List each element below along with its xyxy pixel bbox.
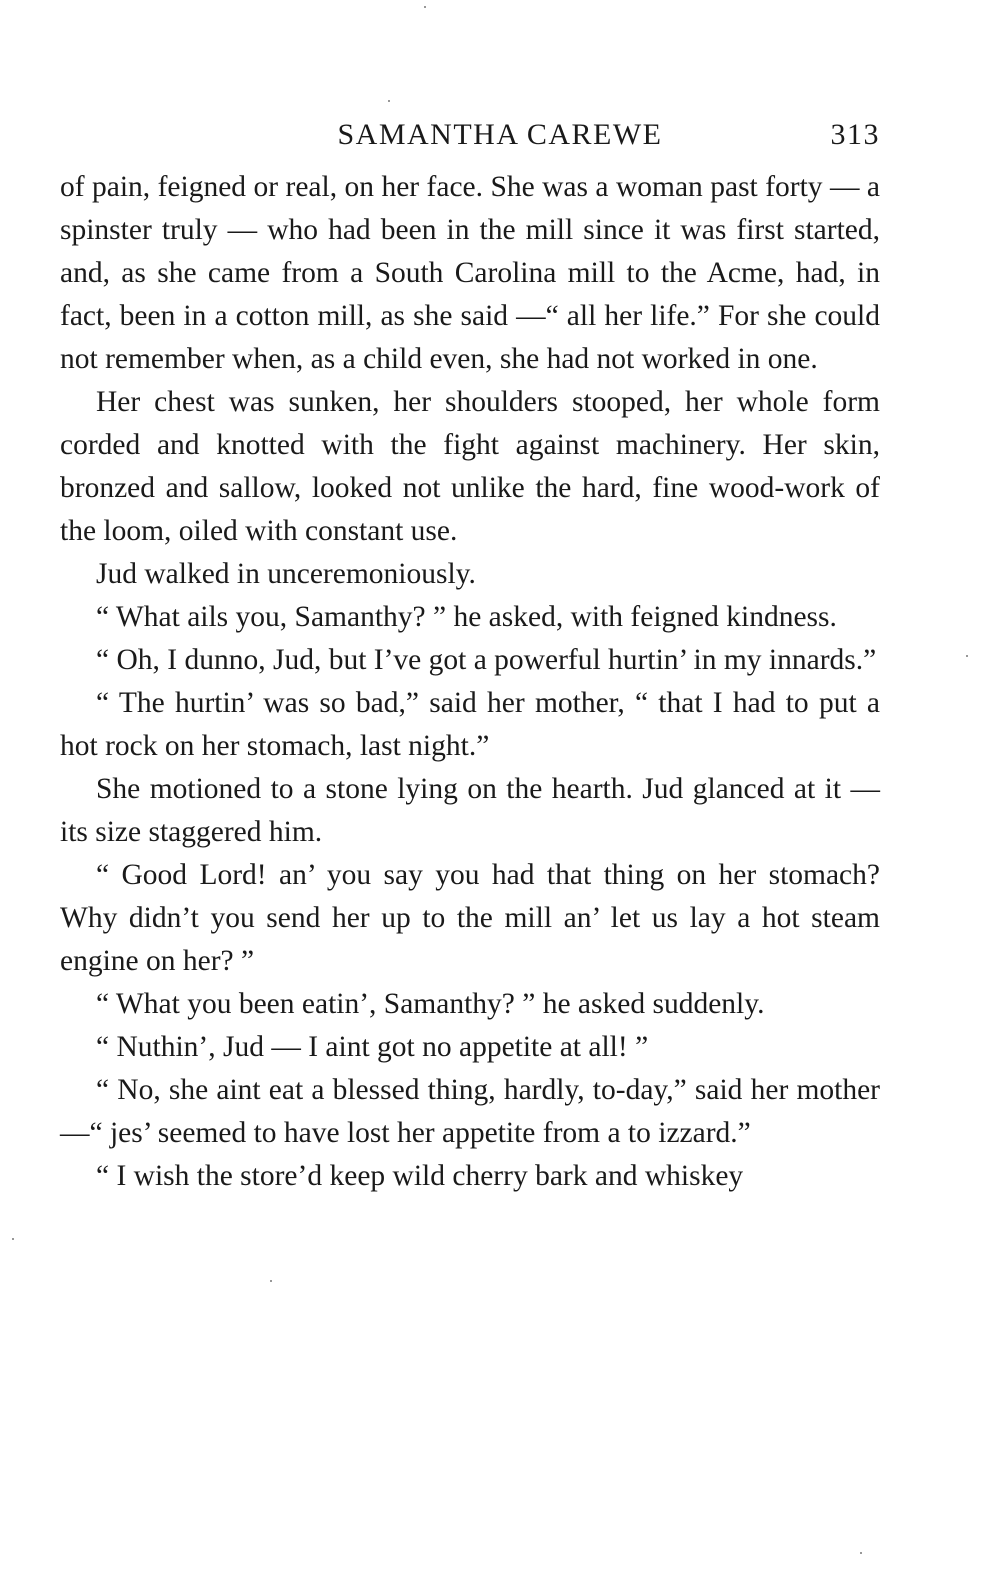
paragraph: “ What you been eatin’, Samanthy? ” he asked suddenly.	[96, 988, 765, 1020]
scan-speck	[424, 6, 426, 8]
book-page	[60, 110, 880, 1198]
paragraph: of pain, feigned or real, on her face. She was a woman past forty — a spinster truly — who had been in the mill since it was first started, and, as she came from a South Carolina mill to the Acme, had, in fact, been in a cotton mill, as she said —“ all her life.” For she could not remember when, as a child even, she had not worked in one.	[60, 171, 880, 375]
paragraph: “ I wish the store’d keep wild cherry bark and whiskey	[96, 1160, 744, 1192]
scan-speck	[966, 655, 968, 657]
paragraph: “ Oh, I dunno, Jud, but I’ve got a powerful hurtin’ in my innards.”	[96, 644, 877, 676]
body-text	[60, 166, 880, 1198]
paragraph: “ The hurtin’ was so bad,” said her mother, “ that I had to put a hot rock on her stomach, last night.”	[60, 687, 880, 762]
paragraph: Her chest was sunken, her shoulders stooped, her whole form corded and knotted with the fight against machinery. Her skin, bronzed and sallow, looked not unlike the hard, fine wood-work of the loom, oiled with constant use.	[60, 386, 880, 547]
running-head	[60, 110, 880, 166]
scan-speck	[388, 100, 390, 102]
scan-speck	[12, 1238, 14, 1240]
scan-speck	[860, 1552, 862, 1554]
paragraph: “ No, she aint eat a blessed thing, hardly, to-day,” said her mother —“ jes’ seemed to have lost her appetite from a to izzard.”	[60, 1074, 880, 1149]
paragraph: “ What ails you, Samanthy? ” he asked, with feigned kindness.	[96, 601, 837, 633]
paragraph: “ Good Lord! an’ you say you had that thing on her stomach? Why didn’t you send her up to the mill an’ let us lay a hot steam engine on her? ”	[60, 859, 880, 977]
running-head-title: SAMANTHA CAREWE	[337, 118, 663, 151]
paragraph: Jud walked in unceremoniously.	[96, 558, 476, 590]
page-number: 313	[830, 118, 880, 151]
paragraph: “ Nuthin’, Jud — I aint got no appetite at all! ”	[96, 1031, 649, 1063]
scan-speck	[270, 1280, 272, 1282]
paragraph: She motioned to a stone lying on the hearth. Jud glanced at it — its size staggered him.	[60, 773, 880, 848]
